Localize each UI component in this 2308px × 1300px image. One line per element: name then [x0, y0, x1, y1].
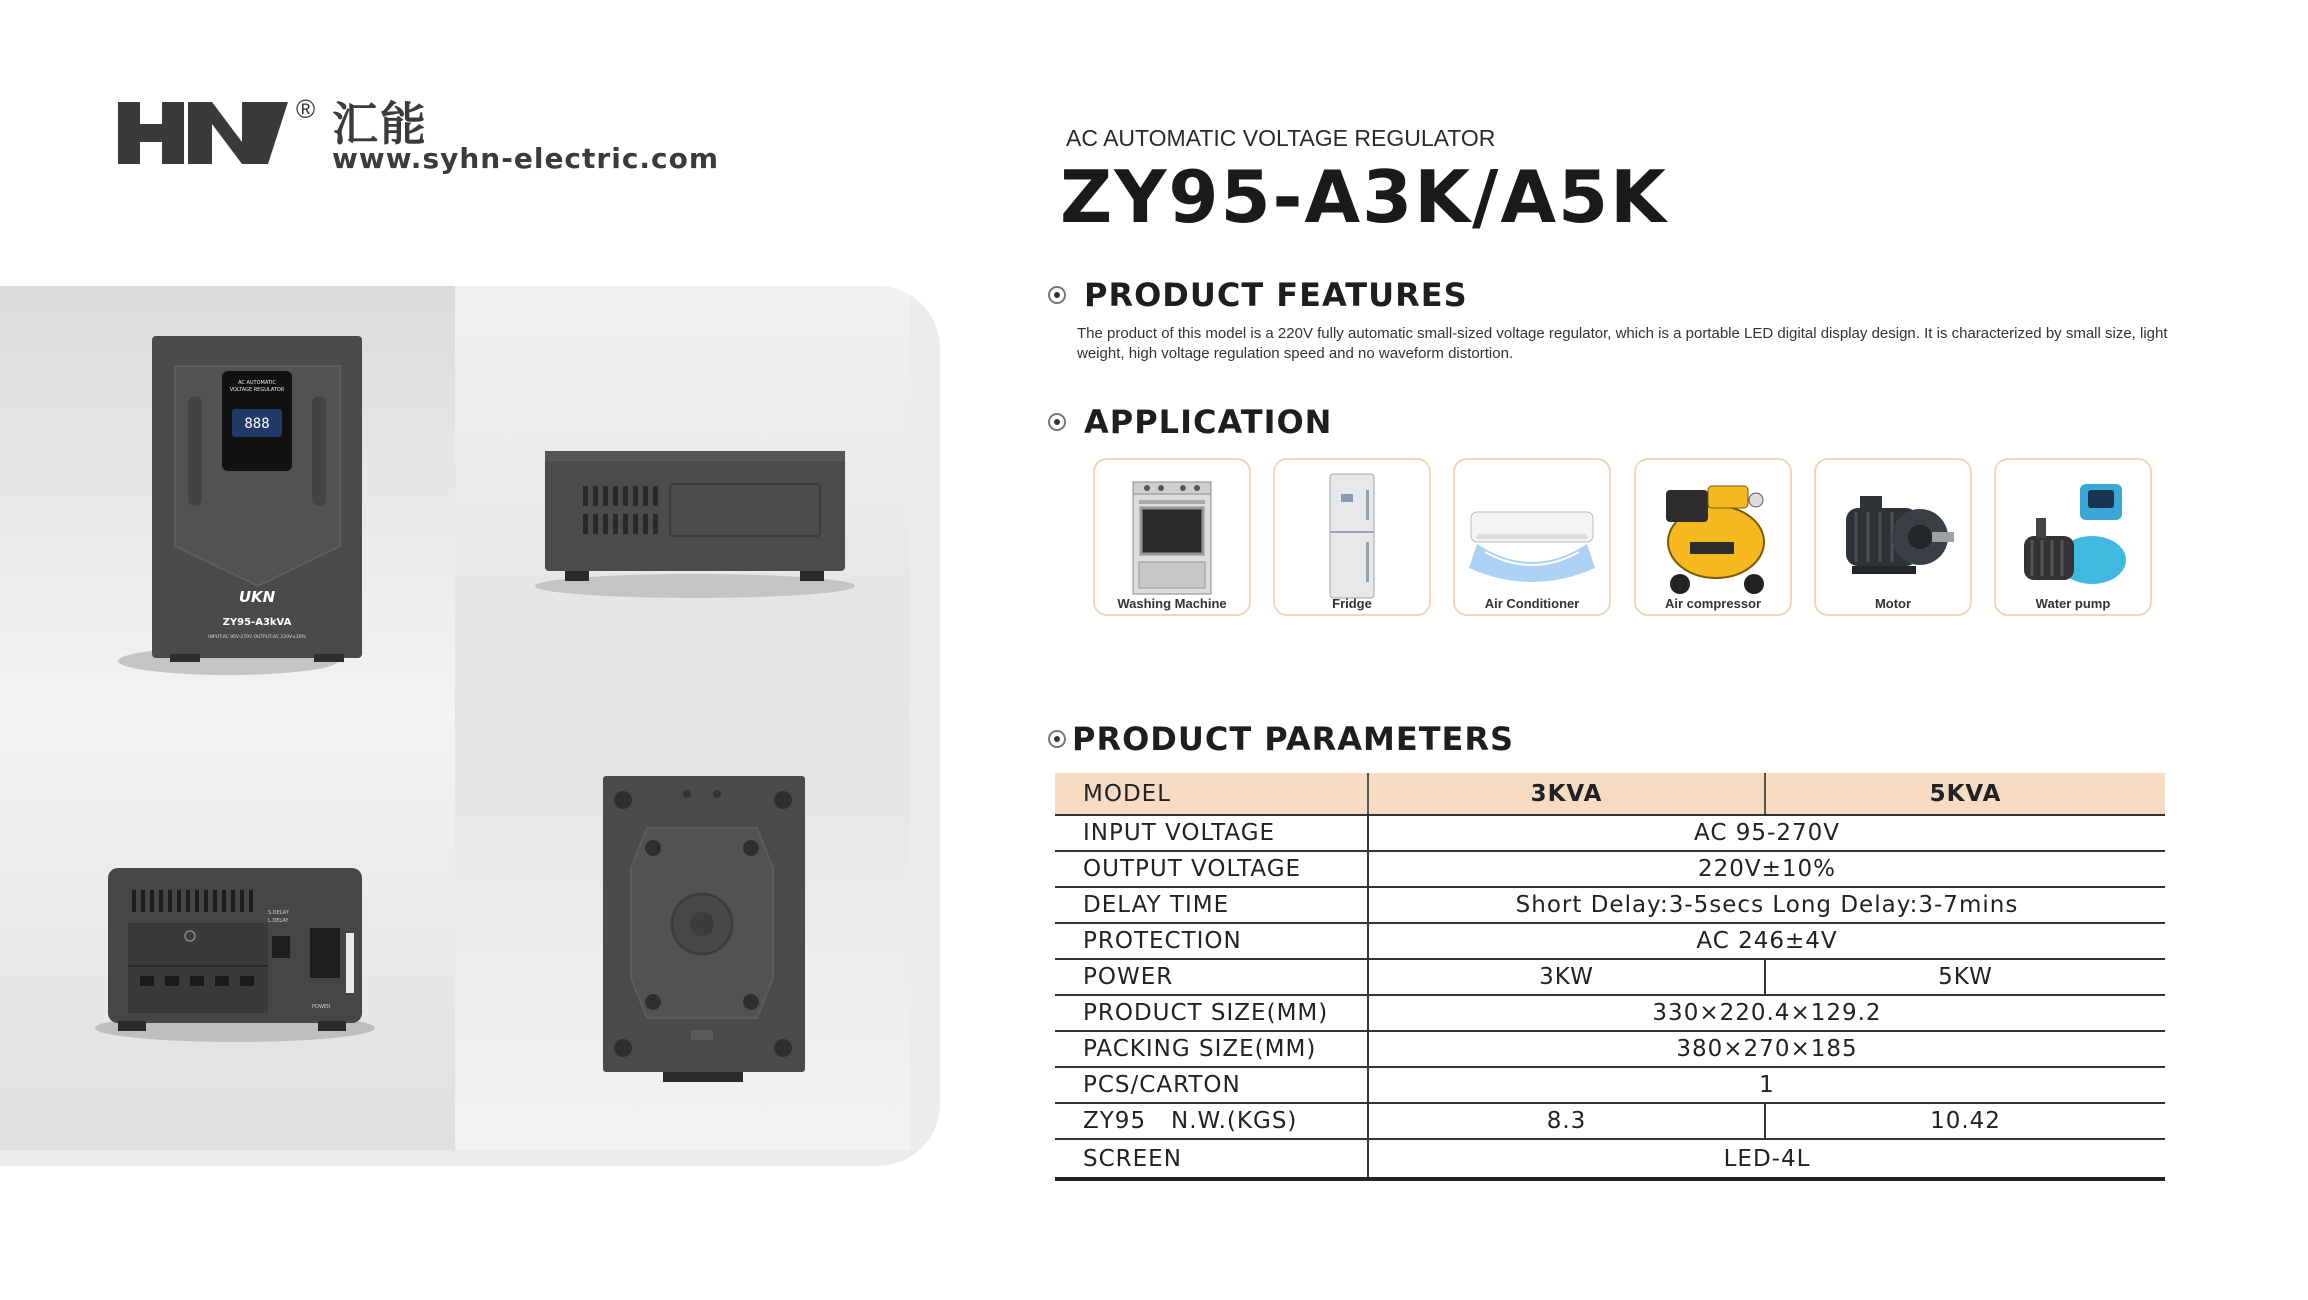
column-header-model: MODEL — [1055, 773, 1368, 815]
app-card-air-compressor — [1634, 458, 1792, 616]
registered-mark: ® — [296, 94, 316, 124]
fridge-icon — [1275, 460, 1429, 614]
brand-name-cn: 汇能 — [332, 97, 428, 151]
rear-power-label: POWER — [312, 1004, 331, 1010]
front-spec-label: INPUT:AC 95V-270V OUTPUT:AC 220V±10% — [208, 635, 306, 640]
app-label: Motor — [1874, 596, 1912, 611]
water-pump-icon — [1996, 460, 2150, 614]
section-bullet-icon — [1048, 286, 1066, 304]
app-card-fridge — [1273, 458, 1431, 616]
row-value-5kva: 10.42 — [1765, 1103, 2165, 1139]
stove-icon — [1095, 460, 1249, 614]
column-header-5kva: 5KVA — [1765, 773, 2165, 815]
brand-header — [118, 94, 720, 186]
table-row — [1055, 1031, 2165, 1067]
front-screen-digits: 888 — [244, 416, 270, 432]
photo-front-view — [0, 286, 455, 718]
features-heading: PRODUCT FEATURES — [1084, 276, 1468, 314]
app-card-motor — [1814, 458, 1972, 616]
row-label: INPUT VOLTAGE — [1055, 815, 1368, 851]
brand-website[interactable]: www.syhn-electric.com — [332, 142, 720, 175]
front-brand-label: UKN — [238, 588, 276, 606]
row-value: 330×220.4×129.2 — [1368, 995, 2165, 1031]
table-row — [1055, 1103, 2165, 1139]
section-bullet-icon — [1048, 413, 1066, 431]
row-value-5kva: 5KW — [1765, 959, 2165, 995]
row-value-3kva: 3KW — [1368, 959, 1765, 995]
row-value: 380×270×185 — [1368, 1031, 2165, 1067]
product-photo-panel — [0, 286, 940, 1166]
row-label: ZY95 N.W.(KGS) — [1055, 1103, 1368, 1139]
section-product-parameters — [1048, 720, 1514, 758]
parameters-table — [1055, 773, 2165, 1181]
app-label: Fridge — [1332, 596, 1372, 611]
column-header-3kva: 3KVA — [1368, 773, 1765, 815]
app-card-water-pump — [1994, 458, 2152, 616]
rear-delay-long: L.DELAY — [268, 918, 289, 924]
section-bullet-icon — [1048, 730, 1066, 748]
table-row — [1055, 1067, 2165, 1103]
table-row — [1055, 851, 2165, 887]
svg-text:AC AUTOMATIC: AC AUTOMATIC — [238, 380, 276, 386]
app-card-washing-machine — [1093, 458, 1251, 616]
photo-bottom-view — [455, 718, 910, 1150]
table-row — [1055, 995, 2165, 1031]
row-label: DELAY TIME — [1055, 887, 1368, 923]
air-compressor-icon — [1636, 460, 1790, 614]
table-row — [1055, 959, 2165, 995]
motor-icon — [1816, 460, 1970, 614]
parameters-heading: PRODUCT PARAMETERS — [1072, 720, 1515, 758]
svg-text:VOLTAGE REGULATOR: VOLTAGE REGULATOR — [229, 387, 285, 393]
row-value: LED-4L — [1368, 1139, 2165, 1179]
table-row — [1055, 887, 2165, 923]
row-label: PACKING SIZE(MM) — [1055, 1031, 1368, 1067]
features-description: The product of this model is a 220V fully automatic small-sized voltage regulator, which is a portable LED digital display design. It is characterized by small size, light weight, high voltage regulation speed and no waveform distortion. — [1077, 325, 2168, 362]
section-application — [1048, 403, 1332, 441]
section-product-features — [1048, 276, 1468, 314]
row-label: PROTECTION — [1055, 923, 1368, 959]
photo-side-view — [455, 286, 910, 718]
table-header-row — [1055, 773, 2165, 815]
app-label: Washing Machine — [1117, 596, 1227, 611]
brand-logo-icon — [118, 100, 288, 166]
row-value: 1 — [1368, 1067, 2165, 1103]
row-value: 220V±10% — [1368, 851, 2165, 887]
app-card-air-conditioner — [1453, 458, 1611, 616]
app-label: Water pump — [2035, 596, 2111, 611]
table-row — [1055, 1139, 2165, 1179]
row-value-3kva: 8.3 — [1368, 1103, 1765, 1139]
row-label: PCS/CARTON — [1055, 1067, 1368, 1103]
row-label: PRODUCT SIZE(MM) — [1055, 995, 1368, 1031]
air-conditioner-icon — [1455, 460, 1609, 614]
row-label: POWER — [1055, 959, 1368, 995]
table-row — [1055, 923, 2165, 959]
row-label: OUTPUT VOLTAGE — [1055, 851, 1368, 887]
front-model-label: ZY95-A3kVA — [222, 617, 292, 628]
row-value: Short Delay:3-5secs Long Delay:3-7mins — [1368, 887, 2165, 923]
row-label: SCREEN — [1055, 1139, 1368, 1179]
product-subtitle: AC AUTOMATIC VOLTAGE REGULATOR — [1066, 125, 1496, 151]
product-title: ZY95-A3K/A5K — [1060, 155, 1668, 239]
row-value: AC 246±4V — [1368, 923, 2165, 959]
photo-rear-view — [0, 718, 455, 1150]
app-label: Air Conditioner — [1484, 596, 1580, 611]
app-label: Air compressor — [1664, 596, 1762, 611]
rear-delay-short: S.DELAY — [268, 910, 289, 916]
table-row — [1055, 815, 2165, 851]
application-heading: APPLICATION — [1084, 403, 1333, 441]
row-value: AC 95-270V — [1368, 815, 2165, 851]
